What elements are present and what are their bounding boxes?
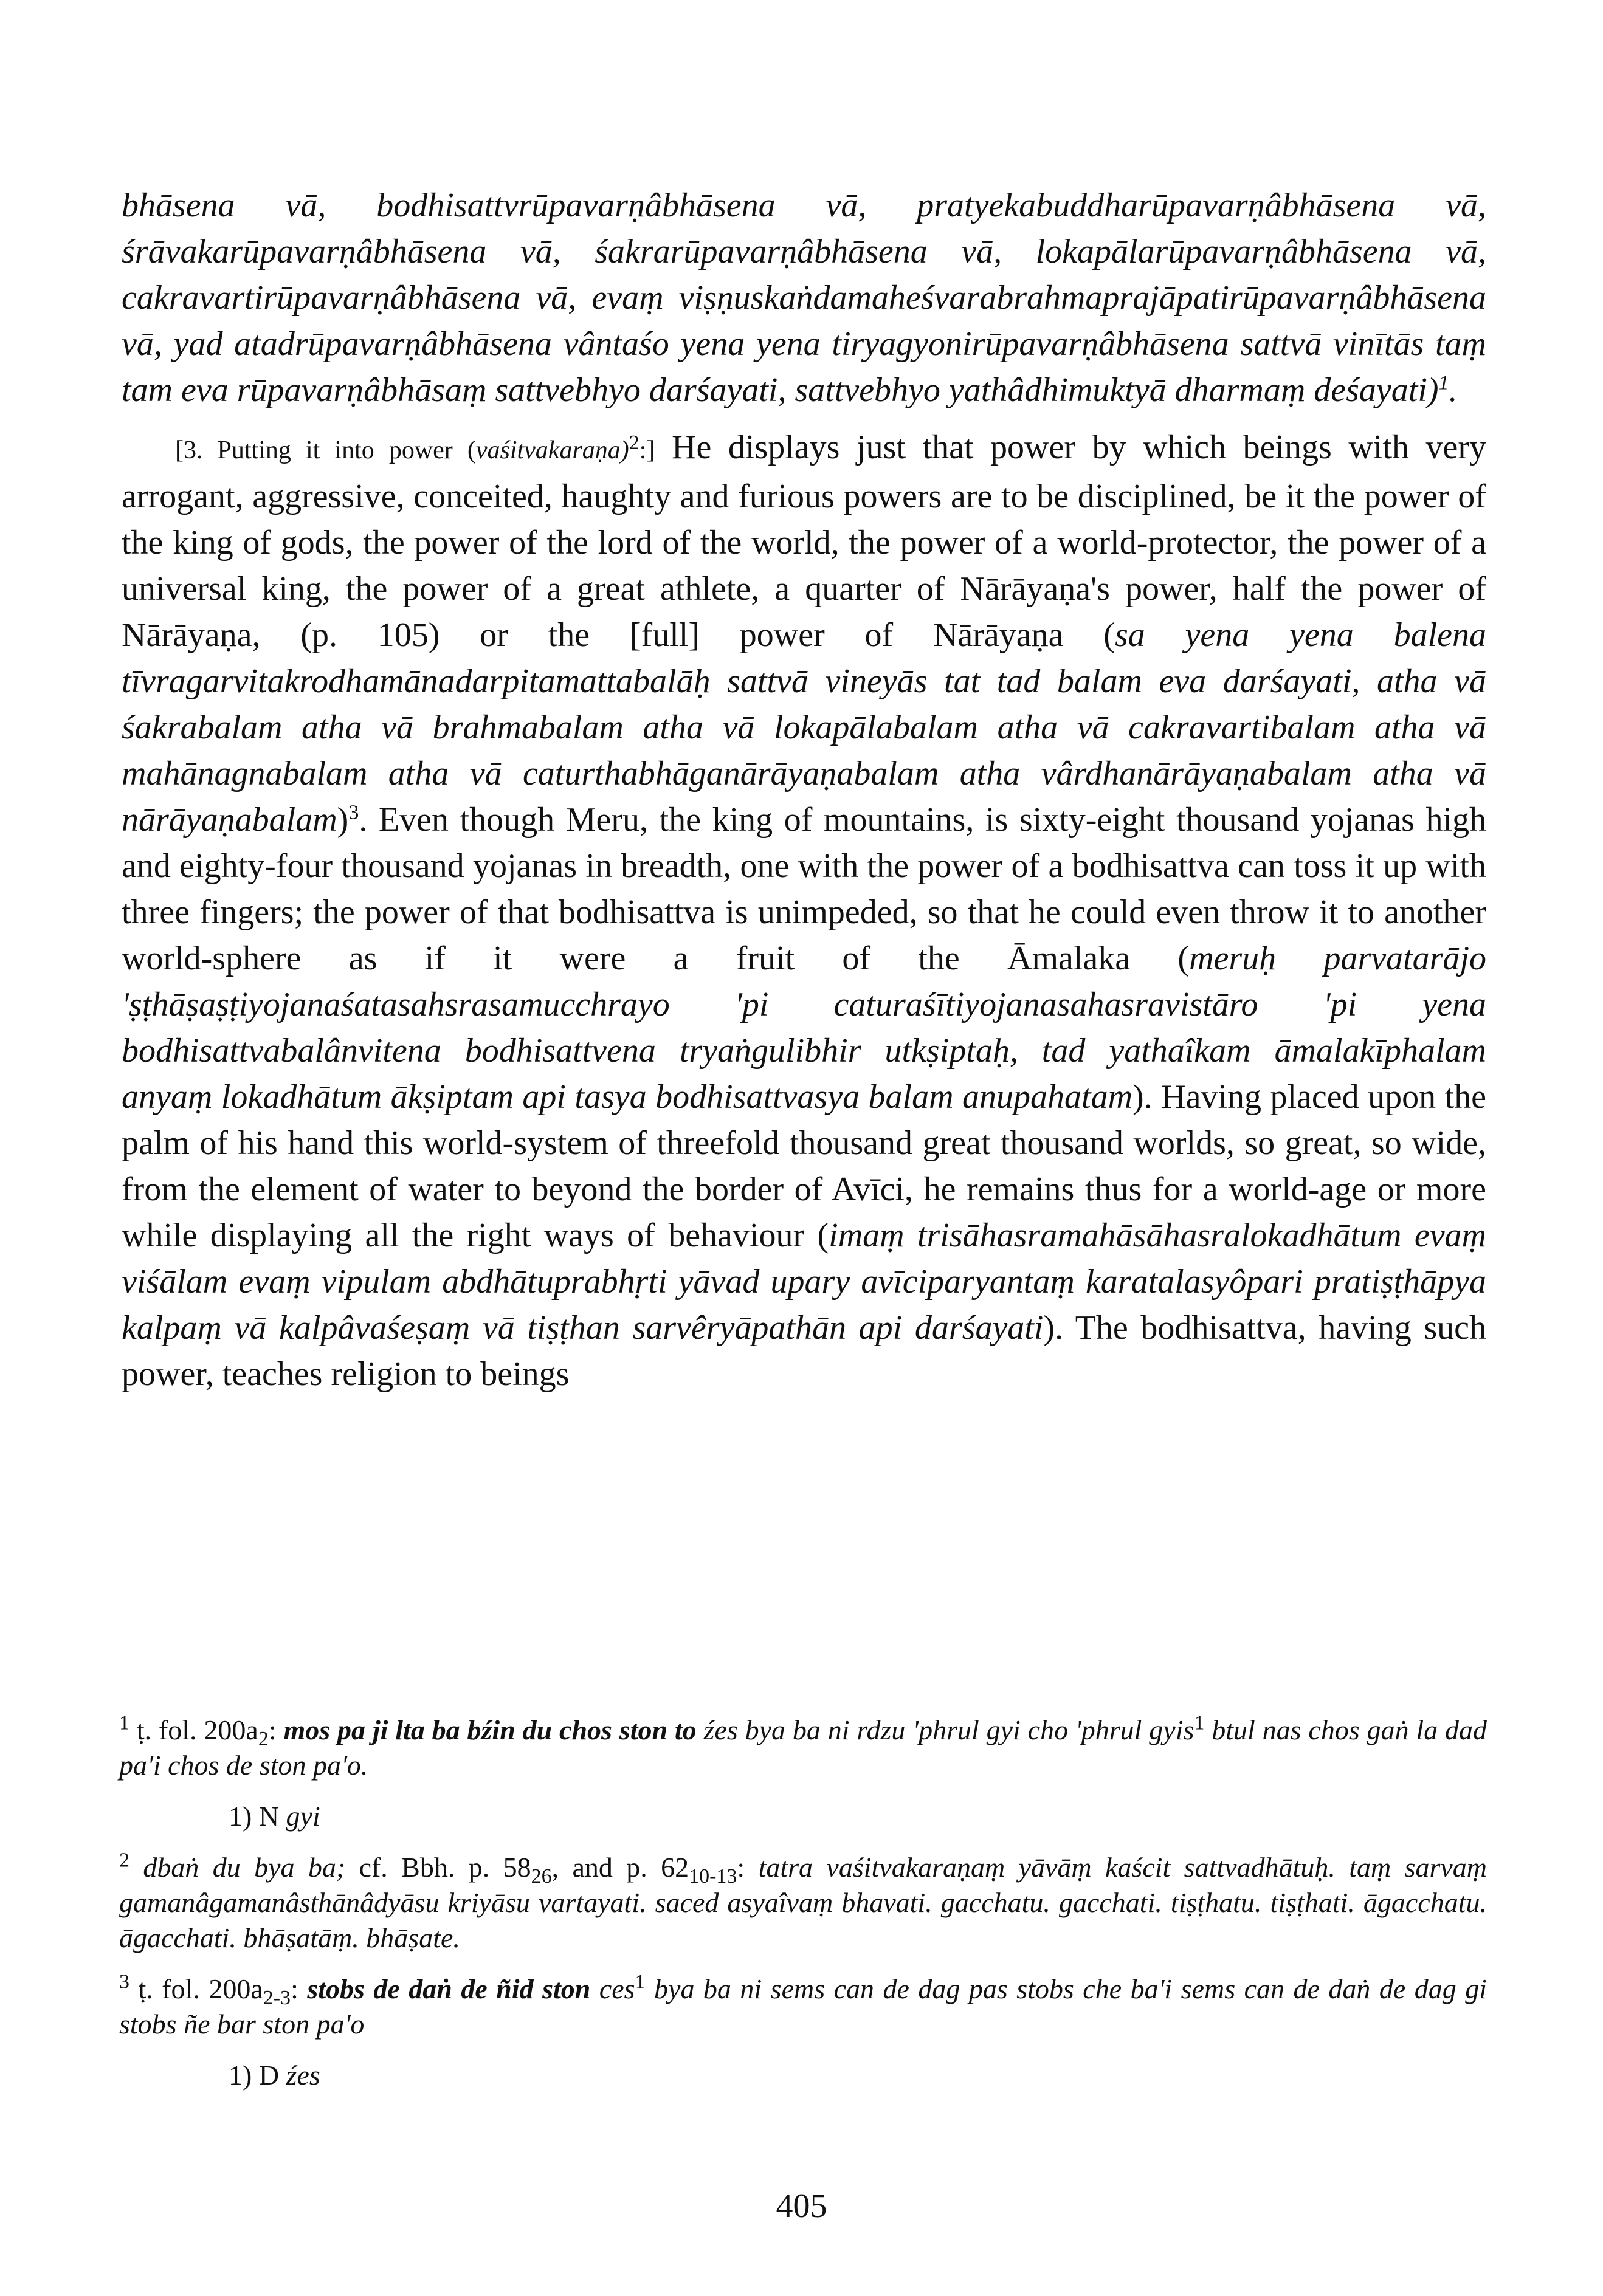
body-text-4: ). Having placed upon the palm of his hand this world-system of threefold thousand great thousand worlds, so great, so wide, from the element of water to beyond the border of Avīci, he remains thus for a world-age or more while displaying all the right ways of behaviour ( — [122, 1078, 1487, 1254]
footnote-2 — [119, 1850, 1487, 1956]
footnote-3-variant — [119, 2058, 1487, 2093]
body-text-5: ). The bodhisattva, having such power, teaches religion to beings — [122, 1309, 1486, 1393]
footnote-1-text-b: btul nas chos gaṅ la dad pa'i chos de ston pa'o. — [119, 1714, 1488, 1781]
footnote-3-text-b: bya ba ni sems can de dag pas stobs che ba'i sems can de daṅ de dag gi stobs ñe bar ston pa'o — [119, 1973, 1487, 2040]
body-text-1: He displays just that power by which beings with very arrogant, aggressive, conceited, haughty and furious powers are to be disciplined, be it the power of the king of gods, the power of the lord of the world, the power of a world-protector, the power of a universal king, the power of a great athlete, a quarter of Nārāyaṇa's power, half the power of Nārāyaṇa, (p. 105) or the [full] power of Nārāyaṇa ( — [122, 428, 1486, 654]
sanskrit-quote-1: sa yena yena balena tīvragarvitakrodhamānadarpitamattabalāḥ sattvā vineyās tat tad balam eva darśayati, atha vā śakrabalam atha vā brahmabalam atha vā lokapālabalam atha vā cakravartibalam atha vā mahānagnabalam atha vā caturthabhāganārāyaṇabalam atha vârdhanārāyaṇabalam atha vā nārāyaṇabalam — [122, 616, 1487, 839]
footnote-3-variant-label: 1) D — [229, 2060, 286, 2091]
footnotes — [119, 1713, 1487, 2109]
sanskrit-text: bhāsena vā, bodhisattvrūpavarṇâbhāsena vā, pratyekabuddharūpavarṇâbhāsena vā, śrāvakarūpavarṇâbhāsena vā, śakrarūpavarṇâbhāsena vā, lokapālarūpavarṇâbhāsena vā, cakravartirūpavarṇâbhāsena vā, evaṃ viṣṇuskaṅdamaheśvarabrahmaprajāpatirūpavarṇâbhāsena vā, yad atadrūpavarṇâbhāsena vântaśo yena yena tiryagyonirūpavarṇâbhāsena sattvā vinītās taṃ tam eva rūpavarṇâbhāsaṃ sattvebhyo darśayati, sattvebhyo yathâdhimuktyā dharmaṃ deśayati) — [122, 187, 1486, 409]
footnote-ref-3[interactable]: 3 — [348, 801, 359, 824]
footnote-1-variant — [119, 1799, 1487, 1834]
footnote-2-cf-b: , and p. 62 — [551, 1852, 689, 1883]
footnote-1-number: 1 — [119, 1711, 129, 1734]
footnote-1 — [119, 1713, 1487, 1783]
section-heading — [175, 431, 655, 464]
footnote-3-lead: ṭ. fol. 200a — [138, 1973, 263, 2004]
footnote-1-text-a: źes bya ba ni rdzu 'phrul gyi cho 'phrul gyis — [696, 1714, 1194, 1745]
footnote-1-colon: : — [268, 1714, 284, 1745]
footnote-1-variant-label: 1) N — [229, 1801, 286, 1832]
sanskrit-paragraph — [122, 182, 1486, 413]
body-text-2: ) — [337, 801, 349, 839]
footnote-2-cf-a-sub: 26 — [531, 1865, 552, 1888]
sanskrit-quote-3: imaṃ trisāhasramahāsāhasralokadhātum evaṃ viśālam evaṃ vipulam abdhātuprabhṛti yāvad upary avīciparyantaṃ karatalasyôpari pratiṣṭhāpya kalpaṃ vā kalpâvaśeṣaṃ vā tiṣṭhan sarvêryāpathān api darśayati — [122, 1217, 1486, 1347]
footnote-2-cf-b-sub: 10-13 — [689, 1865, 737, 1888]
footnote-ref-2[interactable]: 2 — [629, 431, 639, 454]
footnote-3-number: 3 — [119, 1970, 129, 1993]
footnote-2-cf-a: cf. Bbh. p. 58 — [345, 1852, 531, 1883]
sanskrit-quote-2: meruḥ parvatarājo 'ṣṭhāṣaṣṭiyojanaśatasahsrasamucchrayo 'pi caturaśītiyojanasahasravistāro 'pi yena bodhisattvabalânvitena bodhisattvena tryaṅgulibhir utkṣiptaḥ, tad yathaîkam āmalakīphalam anyaṃ lokadhātum ākṣiptam api tasya bodhisattvasya balam anupahatam — [122, 940, 1487, 1116]
footnote-3-variant-reading: źes — [286, 2060, 320, 2091]
footnote-ref-1[interactable]: 1 — [1438, 371, 1449, 394]
footnote-3-inner-ref: 1 — [635, 1970, 646, 1993]
power-paragraph — [122, 424, 1486, 1397]
footnote-3 — [119, 1971, 1487, 2042]
footnote-3-lead-sub: 2-3 — [263, 1987, 291, 2010]
footnote-2-term: dbaṅ du bya ba; — [143, 1852, 346, 1883]
footnote-1-inner-ref: 1 — [1194, 1711, 1205, 1734]
footnote-2-colon: : — [737, 1852, 759, 1883]
footnote-3-tibetan-bold: stobs de daṅ de ñid ston — [307, 1973, 591, 2004]
footnote-3-text-a: ces — [590, 1973, 635, 2004]
footnote-1-lead: ṭ. fol. 200a — [136, 1714, 258, 1745]
heading-term: vaśitvakaraṇa) — [475, 436, 629, 464]
body-text-3: . Even though Meru, the king of mountains, is sixty-eight thousand yojanas high and eighty-four thousand yojanas in breadth, one with the power of a bodhisattva can toss it up with three fingers; the power of that bodhisattva is unimpeded, so that he could even throw it to another world-sphere as if it were a fruit of the Āmalaka ( — [122, 801, 1486, 977]
footnote-1-tibetan-bold: mos pa ji lta ba bźin du chos ston to — [283, 1714, 697, 1745]
heading-close: :] — [639, 436, 655, 464]
main-text — [122, 182, 1486, 1397]
footnote-2-text: tatra vaśitvakaraṇaṃ yāvāṃ kaścit sattvadhātuḥ. taṃ sarvaṃ gamanâgamanâsthānâdyāsu kriyāsu vartayati. saced asyaîvaṃ bhavati. gacchatu. gacchati. tiṣṭhatu. tiṣṭhati. āgacchatu. āgacchati. bhāṣatāṃ. bhāṣate. — [119, 1852, 1488, 1953]
page-number: 405 — [776, 2187, 827, 2225]
footnote-1-variant-reading: gyi — [286, 1801, 320, 1832]
footnote-3-colon: : — [291, 1973, 308, 2004]
footnote-1-lead-sub: 2 — [258, 1728, 269, 1751]
sanskrit-end: . — [1449, 371, 1458, 409]
heading-open: [3. Putting it into power ( — [175, 436, 476, 464]
footnote-2-number: 2 — [119, 1849, 129, 1872]
